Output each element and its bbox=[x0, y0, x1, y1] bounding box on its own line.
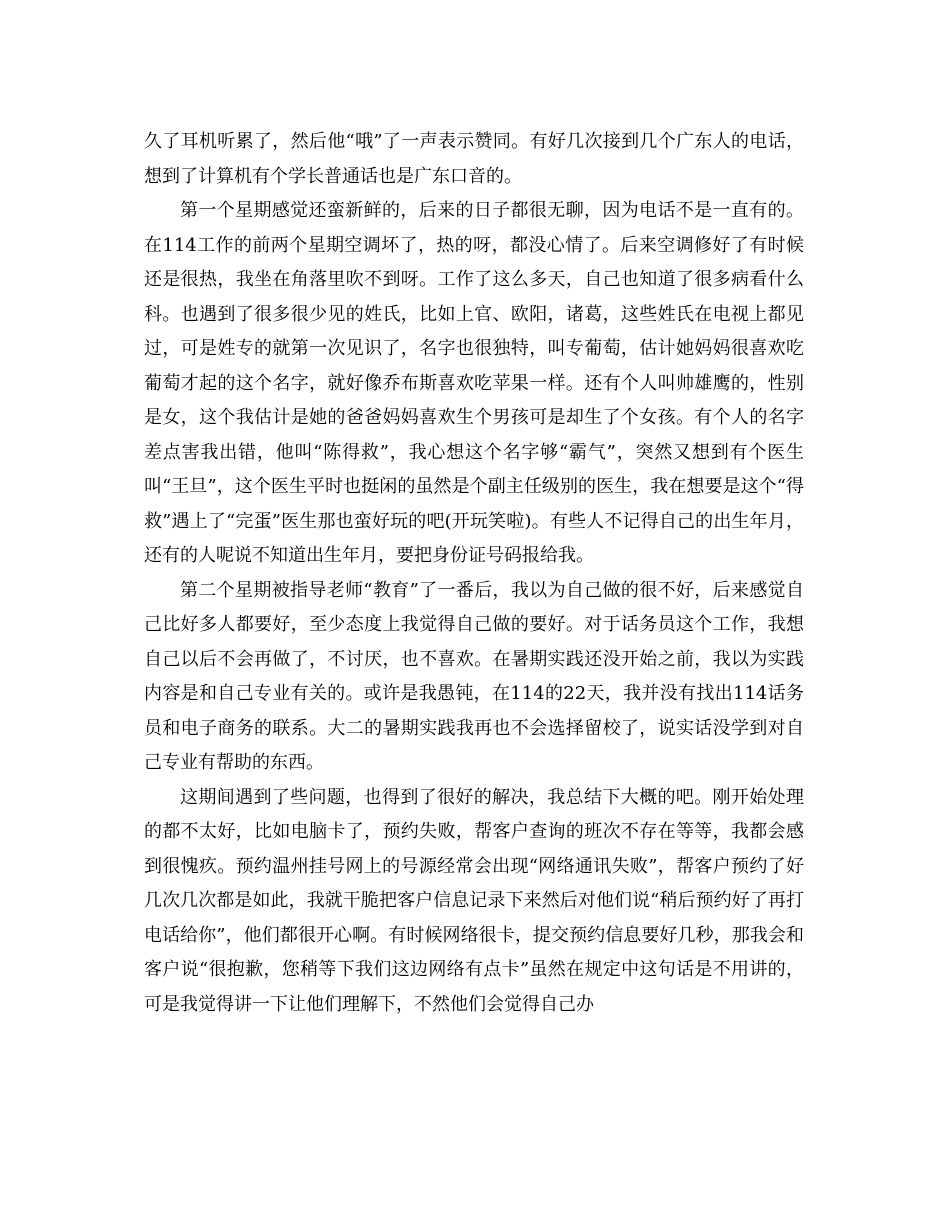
paragraph bbox=[144, 574, 804, 781]
text-line: 候还是很热，我坐在角落里吹不到呀。工作了这么多天，自己也知道了很多病看 bbox=[144, 234, 804, 290]
text-line: 然又想到有个医生叫“王旦”，这个医生平时也挺闲的虽然是个副主任级别的医 bbox=[144, 441, 805, 497]
text-line: 很喜欢吃葡萄才起的这个名字，就好像乔布斯喜欢吃苹果一样。还有个人叫帅雄 bbox=[144, 338, 804, 394]
text-line: 上都见过，可是姓专的就第一次见识了，名字也很独特，叫专葡萄，估计她妈妈 bbox=[144, 303, 804, 359]
text-line: 理的都不太好，比如电脑卡了，预约失败，帮客户查询的班次不存在等等，我都 bbox=[144, 786, 804, 842]
text-line: 预约好了再打电话给你”，他们都很开心啊。有时候网络很卡，提交预约信息要 bbox=[144, 890, 804, 946]
text-line: 第一个星期感觉还蛮新鲜的，后来的日子都很无聊，因为电话不是一直有的。 bbox=[180, 200, 804, 221]
paragraph bbox=[144, 125, 804, 194]
text-line: 我想自己以后不会再做了，不讨厌，也不喜欢。在暑期实践还没开始之前，我以 bbox=[144, 614, 804, 670]
text-line: 话，想到了计算机有个学长普通话也是广东口音的。 bbox=[144, 131, 805, 187]
paragraph bbox=[144, 781, 804, 1023]
text-line: 久了耳机听累了，然后他“哦”了一声表示赞同。有好几次接到几个广东人的电 bbox=[144, 131, 768, 152]
text-line: 为实践内容是和自己专业有关的。或许是我愚钝，在114的22天，我并没有找出 bbox=[144, 648, 804, 704]
text-line: 鹰的，性别是女，这个我估计是她的爸爸妈妈喜欢生个男孩可是却生了个女孩。 bbox=[144, 372, 804, 428]
document-page bbox=[144, 125, 804, 1022]
text-line: 114话务员和电子商务的联系。大二的暑期实践我再也不会选择留校了，说实话没 bbox=[144, 683, 805, 739]
text-line: 生，我在想要是这个“得救”遇上了“完蛋”医生那也蛮好玩的吧(开玩笑啦)。 bbox=[144, 476, 805, 532]
text-line: 觉自己比好多人都要好，至少态度上我觉得自己做的要好。对于话务员这个工作， bbox=[144, 579, 804, 635]
text-line: 有些人不记得自己的出生年月，还有的人呢说不知道出生年月，要把身份证号码 bbox=[144, 510, 804, 566]
text-line: 有个人的名字差点害我出错，他叫“陈得救”，我心想这个名字够“霸气”，突 bbox=[144, 407, 805, 463]
text-line: 中这句话是不用讲的，可是我觉得讲一下让他们理解下，不然他们会觉得自己办 bbox=[144, 959, 805, 1015]
text-line: 预约了好几次几次都是如此，我就干脆把客户信息记录下来然后对他们说“稍后 bbox=[144, 855, 804, 911]
text-line: 这期间遇到了些问题，也得到了很好的解决，我总结下大概的吧。刚开始处 bbox=[180, 786, 786, 808]
text-line: 学到对自己专业有帮助的东西。 bbox=[144, 717, 804, 773]
text-line: 好几秒，那我会和客户说“很抱歉，您稍等下我们这边网络有点卡”虽然在规定 bbox=[144, 924, 804, 980]
paragraph bbox=[144, 194, 804, 574]
text-line: 什么科。也遇到了很多很少见的姓氏，比如上官、欧阳，诸葛，这些姓氏在电视 bbox=[144, 269, 804, 325]
text-line: 在114工作的前两个星期空调坏了，热的呀，都没心情了。后来空调修好了有时 bbox=[144, 234, 786, 256]
text-line: 会感到很愧疚。预约温州挂号网上的号源经常会出现“网络通讯失败”，帮客户 bbox=[144, 821, 804, 877]
text-line: 报给我。 bbox=[522, 545, 594, 566]
text-line: 第二个星期被指导老师“教育”了一番后，我以为自己做的很不好，后来感 bbox=[180, 579, 768, 601]
